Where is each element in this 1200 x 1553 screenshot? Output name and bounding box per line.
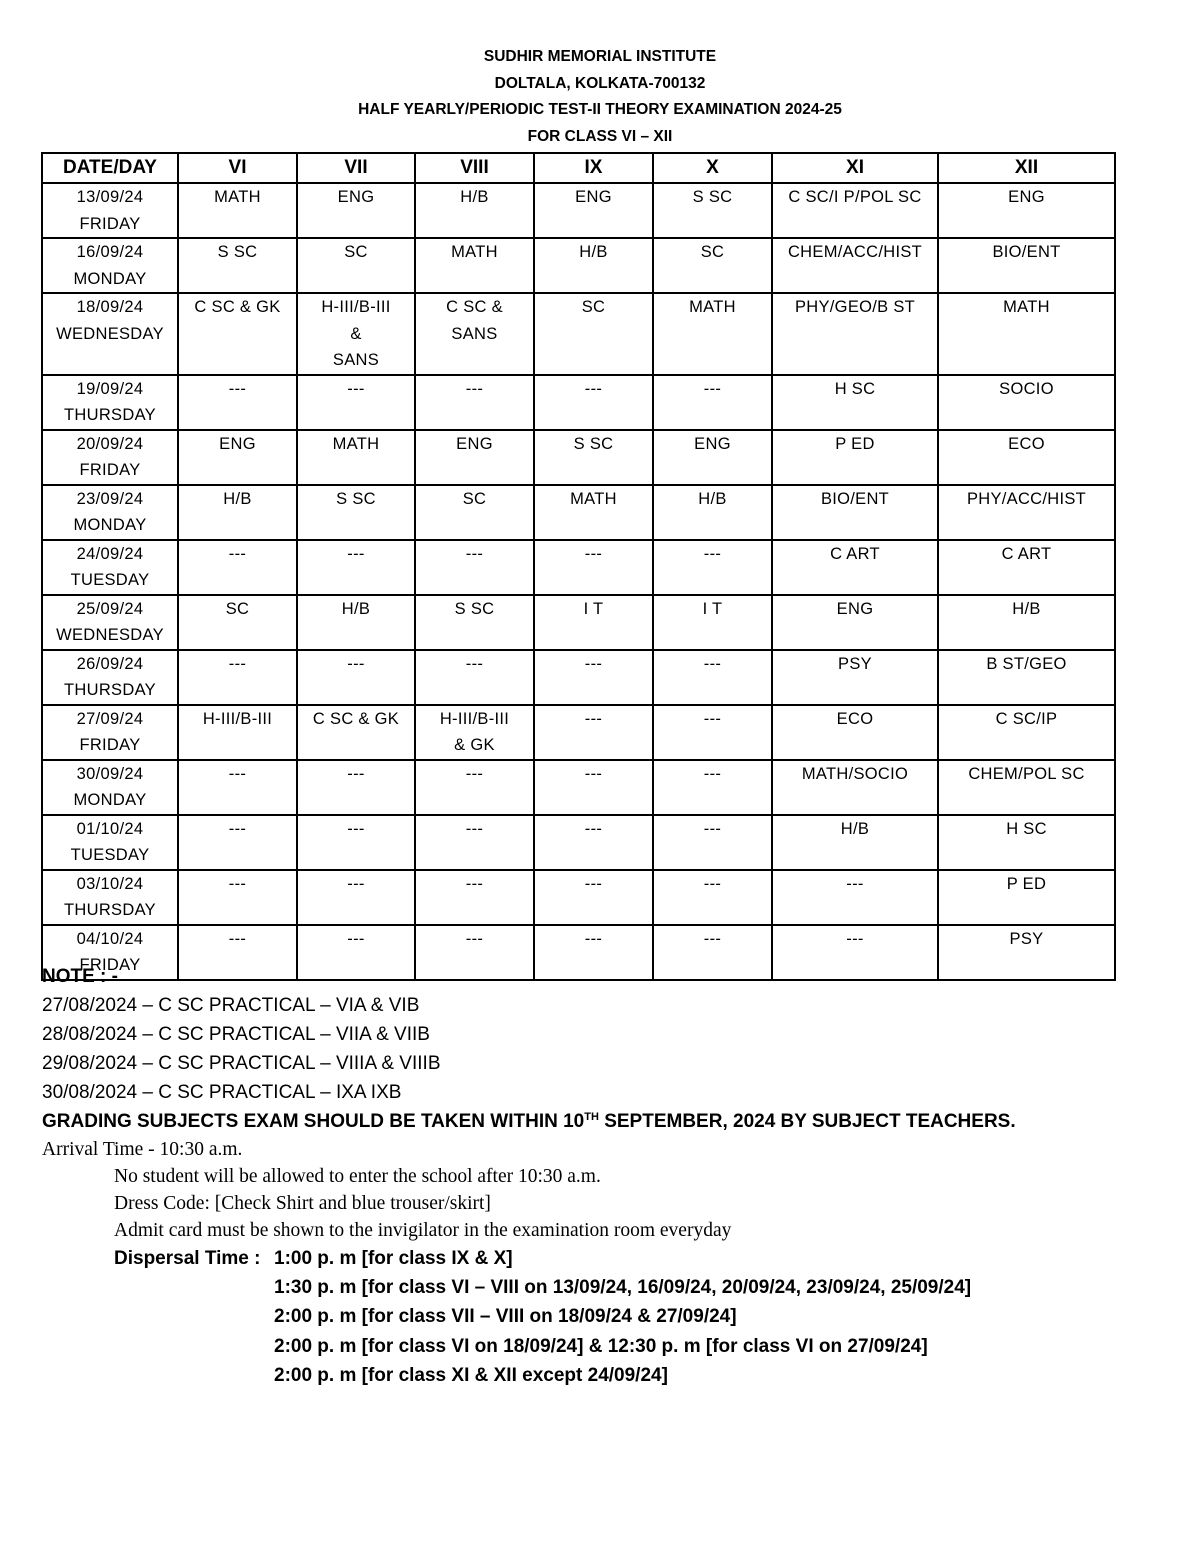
column-header: VIII [415, 153, 534, 183]
subject-cell: --- [534, 540, 653, 595]
subject-cell: ENG [653, 430, 772, 485]
table-row [42, 485, 1115, 540]
subject-cell: --- [415, 925, 534, 980]
subject-cell: MATH [938, 293, 1115, 375]
subject-cell: MATH [178, 183, 297, 238]
subject-cell: B ST/GEO [938, 650, 1115, 705]
date-day-cell [42, 815, 178, 870]
table-row [42, 375, 1115, 430]
subject-cell: --- [534, 815, 653, 870]
subject-cell: S SC [534, 430, 653, 485]
subject-cell: --- [297, 375, 415, 430]
exam-day: FRIDAY [79, 461, 141, 479]
table-row [42, 705, 1115, 760]
practical-line: 30/08/2024 – C SC PRACTICAL – IXA IXB [42, 1082, 402, 1103]
column-header: XII [938, 153, 1115, 183]
subject-cell: H/B [772, 815, 938, 870]
subject-cell: SC [178, 595, 297, 650]
exam-day: MONDAY [73, 791, 147, 809]
subject-cell: H-III/B-III & SANS [297, 293, 415, 375]
subject-cell: C SC & GK [297, 705, 415, 760]
practical-line: 28/08/2024 – C SC PRACTICAL – VIIA & VIIB [42, 1024, 430, 1045]
subject-cell: ENG [772, 595, 938, 650]
exam-date: 26/09/24 [76, 654, 144, 673]
subject-cell: --- [653, 375, 772, 430]
subject-cell: --- [297, 760, 415, 815]
table-row [42, 430, 1115, 485]
subject-cell: C SC/I P/POL SC [772, 183, 938, 238]
subject-cell: PSY [772, 650, 938, 705]
subject-cell: ECO [938, 430, 1115, 485]
subject-cell: P ED [772, 430, 938, 485]
table-body [42, 183, 1115, 980]
exam-date: 18/09/24 [76, 298, 144, 316]
date-day-cell [42, 430, 178, 485]
subject-cell: --- [178, 540, 297, 595]
subject-cell: --- [534, 870, 653, 925]
subject-cell: --- [415, 870, 534, 925]
subject-cell: --- [178, 375, 297, 430]
subject-cell: SC [297, 238, 415, 293]
practical-line: 27/08/2024 – C SC PRACTICAL – VIA & VIB [42, 995, 420, 1016]
subject-cell: CHEM/ACC/HIST [772, 238, 938, 293]
column-header: IX [534, 153, 653, 183]
table-row [42, 815, 1115, 870]
dispersal-label: Dispersal Time : [114, 1248, 261, 1269]
subject-cell: ENG [938, 183, 1115, 238]
subject-cell: --- [178, 760, 297, 815]
subject-cell: I T [653, 595, 772, 650]
dispersal-time-line: 2:00 p. m [for class VII – VIII on 18/09/24 & 27/09/24] [274, 1306, 737, 1328]
subject-cell: ENG [415, 430, 534, 485]
dispersal-time-line: 1:30 p. m [for class VI – VIII on 13/09/24, 16/09/24, 20/09/24, 23/09/24, 25/09/24] [274, 1277, 972, 1299]
exam-day: MONDAY [73, 516, 147, 534]
column-header: X [653, 153, 772, 183]
subject-cell: H/B [415, 183, 534, 238]
exam-date: 25/09/24 [76, 599, 144, 618]
subject-cell: --- [178, 815, 297, 870]
subject-cell: --- [415, 375, 534, 430]
subject-cell: --- [297, 650, 415, 705]
subject-cell: ENG [297, 183, 415, 238]
exam-date: 16/09/24 [76, 243, 144, 261]
exam-date: 19/09/24 [76, 379, 144, 398]
date-day-cell [42, 540, 178, 595]
arrival-time: Arrival Time - 10:30 a.m. [42, 1139, 243, 1160]
subject-cell: H/B [297, 595, 415, 650]
dispersal-time-line: 2:00 p. m [for class XI & XII except 24/09/24] [274, 1364, 668, 1386]
subject-cell: S SC [297, 485, 415, 540]
date-day-cell [42, 183, 178, 238]
subject-cell: MATH/SOCIO [772, 760, 938, 815]
instruction-line: Admit card must be shown to the invigilator in the examination room everyday [114, 1220, 732, 1241]
subject-cell: --- [772, 925, 938, 980]
subject-cell: PHY/ACC/HIST [938, 485, 1115, 540]
subject-cell: C ART [938, 540, 1115, 595]
subject-cell: ECO [772, 705, 938, 760]
subject-cell: --- [653, 540, 772, 595]
subject-cell: --- [415, 650, 534, 705]
exam-day: TUESDAY [70, 846, 150, 864]
subject-cell: H-III/B-III & GK [415, 705, 534, 760]
exam-day: WEDNESDAY [56, 626, 164, 644]
subject-cell: --- [534, 925, 653, 980]
dispersal-time-line: 2:00 p. m [for class VI on 18/09/24] & 12:30 p. m [for class VI on 27/09/24] [274, 1335, 928, 1357]
exam-date: 03/10/24 [76, 874, 144, 893]
exam-day: THURSDAY [64, 681, 156, 699]
exam-date: 24/09/24 [76, 544, 144, 563]
subject-cell: --- [653, 760, 772, 815]
subject-cell: S SC [178, 238, 297, 293]
subject-cell: --- [534, 705, 653, 760]
date-day-cell [42, 705, 178, 760]
subject-cell: SC [653, 238, 772, 293]
subject-cell: --- [653, 705, 772, 760]
date-day-cell [42, 238, 178, 293]
subject-cell: H/B [938, 595, 1115, 650]
date-day-cell [42, 650, 178, 705]
exam-date: 13/09/24 [76, 188, 144, 206]
subject-cell: MATH [653, 293, 772, 375]
subject-cell: --- [415, 815, 534, 870]
subject-cell: --- [415, 540, 534, 595]
table-row [42, 650, 1115, 705]
subject-cell: SC [534, 293, 653, 375]
column-header: VII [297, 153, 415, 183]
subject-cell: --- [534, 375, 653, 430]
exam-date: 30/09/24 [76, 764, 144, 783]
subject-cell: P ED [938, 870, 1115, 925]
exam-day: FRIDAY [79, 956, 141, 974]
subject-cell: BIO/ENT [938, 238, 1115, 293]
subject-cell: --- [653, 870, 772, 925]
table-row [42, 183, 1115, 238]
subject-cell: --- [297, 540, 415, 595]
institute-address: DOLTALA, KOLKATA-700132 [494, 74, 706, 92]
table-row [42, 238, 1115, 293]
table-row [42, 540, 1115, 595]
table-row [42, 595, 1115, 650]
subject-cell: --- [297, 925, 415, 980]
subject-cell: H SC [772, 375, 938, 430]
exam-day: TUESDAY [70, 571, 150, 589]
subject-cell: ENG [534, 183, 653, 238]
instruction-line: No student will be allowed to enter the school after 10:30 a.m. [114, 1166, 601, 1187]
subject-cell: --- [653, 815, 772, 870]
subject-cell: S SC [415, 595, 534, 650]
table-header-row [42, 153, 1115, 183]
exam-date: 01/10/24 [76, 819, 144, 838]
column-header: DATE/DAY [42, 153, 178, 183]
subject-cell: --- [653, 925, 772, 980]
grading-note: GRADING SUBJECTS EXAM SHOULD BE TAKEN WITHIN 10TH SEPTEMBER, 2024 BY SUBJECT TEACHERS. [42, 1111, 1016, 1132]
table-row [42, 760, 1115, 815]
subject-cell: C SC & SANS [415, 293, 534, 375]
subject-cell: PHY/GEO/B ST [772, 293, 938, 375]
column-header: VI [178, 153, 297, 183]
subject-cell: --- [415, 760, 534, 815]
exam-day: WEDNESDAY [56, 324, 164, 343]
instruction-line: Dress Code: [Check Shirt and blue trouser/skirt] [114, 1193, 491, 1214]
subject-cell: SOCIO [938, 375, 1115, 430]
table-row [42, 293, 1115, 375]
subject-cell: --- [653, 650, 772, 705]
subject-cell: --- [178, 925, 297, 980]
subject-cell: MATH [297, 430, 415, 485]
date-day-cell [42, 375, 178, 430]
subject-cell: I T [534, 595, 653, 650]
subject-cell: --- [772, 870, 938, 925]
subject-cell: H SC [938, 815, 1115, 870]
subject-cell: --- [534, 650, 653, 705]
exam-title: HALF YEARLY/PERIODIC TEST-II THEORY EXAMINATION 2024-25 [358, 101, 842, 118]
subject-cell: SC [415, 485, 534, 540]
date-day-cell [42, 760, 178, 815]
subject-cell: --- [534, 760, 653, 815]
document-header [0, 44, 1200, 150]
exam-date: 23/09/24 [76, 489, 144, 508]
subject-cell: --- [178, 870, 297, 925]
subject-cell: H/B [178, 485, 297, 540]
dispersal-time-line: Dispersal Time : 1:00 p. m [for class IX & X] [42, 1244, 1172, 1273]
subject-cell: --- [178, 650, 297, 705]
subject-cell: H/B [534, 238, 653, 293]
table-row [42, 870, 1115, 925]
subject-cell: CHEM/POL SC [938, 760, 1115, 815]
exam-day: MONDAY [73, 269, 147, 288]
note-title: NOTE : - [42, 966, 118, 987]
column-header: XI [772, 153, 938, 183]
exam-day: FRIDAY [79, 214, 141, 233]
subject-cell: MATH [415, 238, 534, 293]
exam-date: 27/09/24 [76, 709, 144, 728]
class-range: FOR CLASS VI – XII [527, 127, 673, 145]
subject-cell: C ART [772, 540, 938, 595]
notes-section [42, 962, 1172, 1390]
subject-cell: H-III/B-III [178, 705, 297, 760]
subject-cell: ENG [178, 430, 297, 485]
exam-date: 04/10/24 [76, 929, 144, 948]
date-day-cell [42, 293, 178, 375]
exam-schedule-table [41, 152, 1116, 981]
subject-cell: BIO/ENT [772, 485, 938, 540]
subject-cell: C SC & GK [178, 293, 297, 375]
subject-cell: MATH [534, 485, 653, 540]
exam-day: THURSDAY [64, 406, 156, 424]
exam-date: 20/09/24 [76, 434, 144, 453]
exam-day: FRIDAY [79, 736, 141, 754]
date-day-cell [42, 595, 178, 650]
subject-cell: C SC/IP [938, 705, 1115, 760]
subject-cell: S SC [653, 183, 772, 238]
subject-cell: --- [297, 815, 415, 870]
practical-line: 29/08/2024 – C SC PRACTICAL – VIIIA & VIIIB [42, 1053, 441, 1074]
exam-day: THURSDAY [64, 901, 156, 919]
subject-cell: --- [297, 870, 415, 925]
date-day-cell [42, 485, 178, 540]
subject-cell: PSY [938, 925, 1115, 980]
date-day-cell [42, 870, 178, 925]
subject-cell: H/B [653, 485, 772, 540]
institute-name: SUDHIR MEMORIAL INSTITUTE [483, 48, 717, 65]
